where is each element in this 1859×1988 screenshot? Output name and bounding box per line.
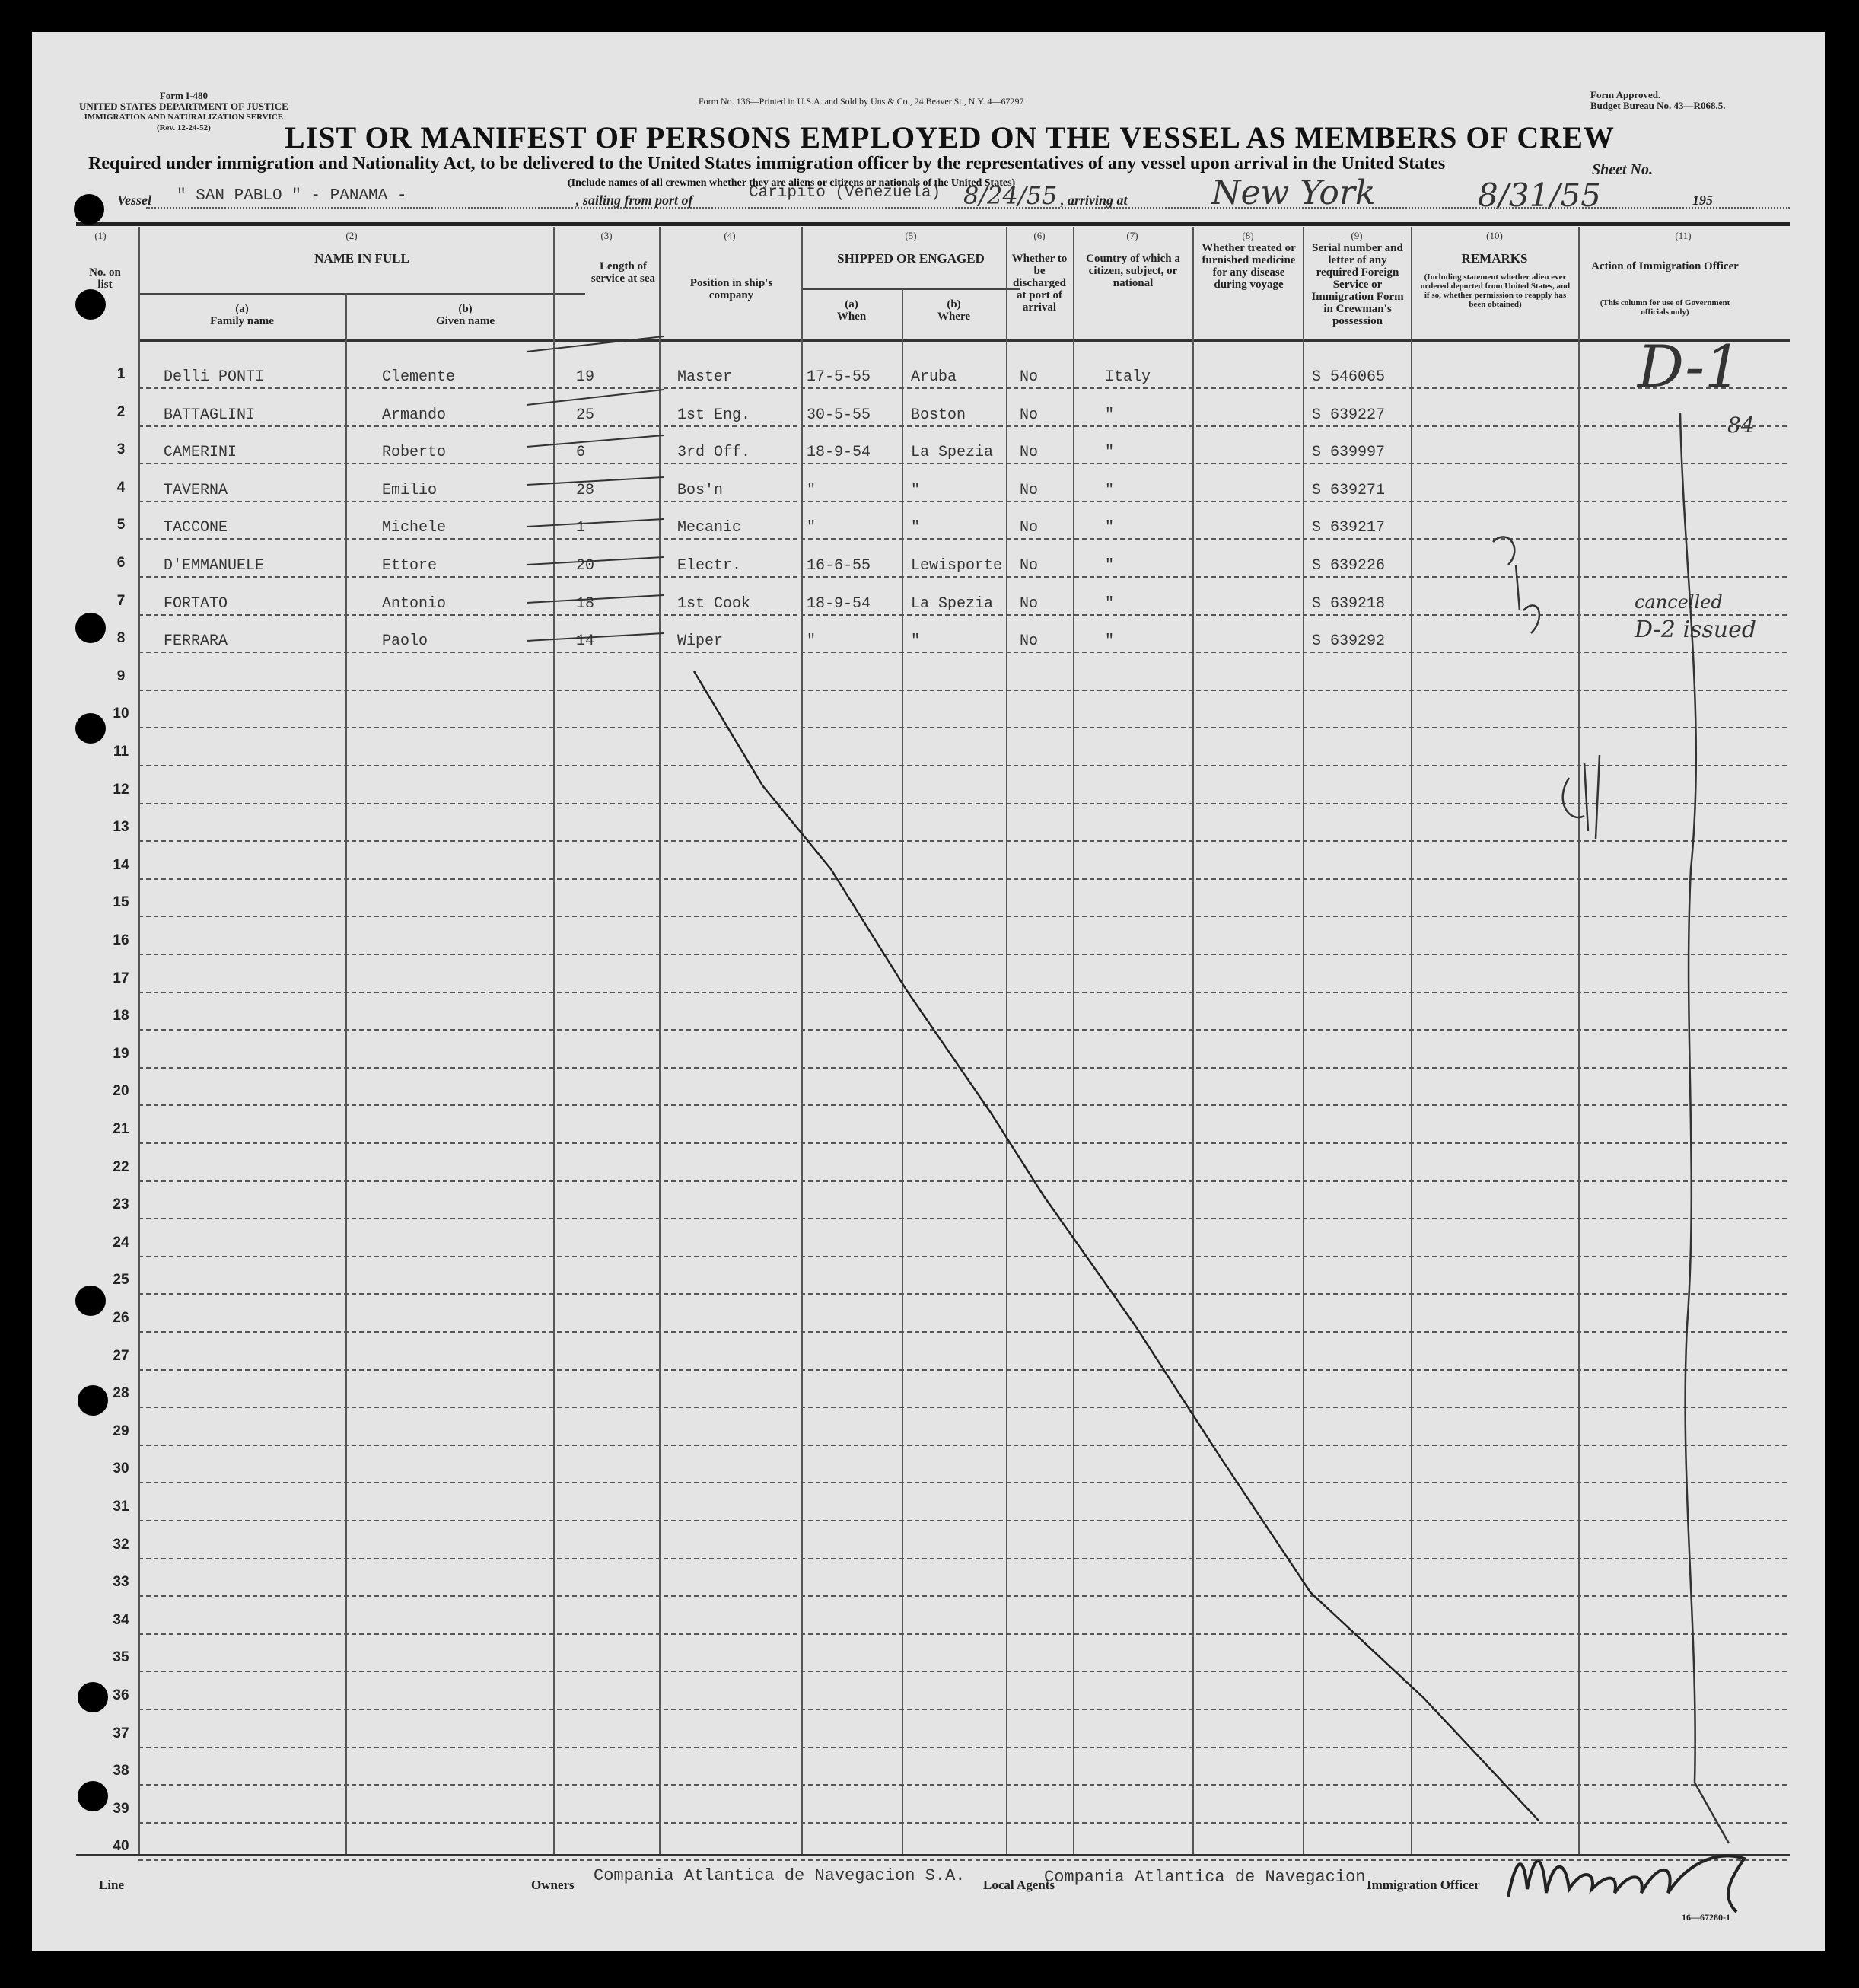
header-position: Position in ship's company: [689, 277, 773, 301]
cell-where: ": [911, 481, 921, 499]
cell-position: 1st Eng.: [677, 406, 751, 424]
header-country: Country of which a citizen, subject, or national: [1086, 253, 1180, 289]
arriving-date: 8/31/55: [1478, 177, 1601, 214]
manifest-page: [32, 32, 1825, 1951]
line-number: 37: [113, 1725, 129, 1741]
header-remarks-note: (Including statement whether alien ever ordered deported from United States, and if so, whether permission to reapply has been obtained): [1420, 272, 1571, 309]
arriving-port-value: New York: [1211, 174, 1376, 212]
printer-line: Form No. 136—Printed in U.S.A. and Sold by Uns & Co., 24 Beaver St., N.Y. 4—67297: [699, 96, 1024, 107]
sailing-label: , sailing from port of: [576, 193, 693, 208]
cell-position: Mecanic: [677, 519, 742, 537]
length-strike-marks: [527, 336, 664, 641]
page-title: LIST OR MANIFEST OF PERSONS EMPLOYED ON THE VESSEL AS MEMBERS OF CREW: [285, 120, 1615, 155]
revision-date: (Rev. 12-24-52): [156, 123, 211, 132]
sailing-date: 8/24/55: [963, 181, 1058, 210]
footer-officer-label: Immigration Officer: [1367, 1878, 1480, 1892]
column-number: (2): [345, 230, 358, 241]
line-number: 23: [113, 1196, 129, 1213]
line-number: 30: [113, 1461, 129, 1477]
remark-annotation-line2: D-2 issued: [1635, 616, 1757, 643]
line-number: 7: [116, 592, 126, 609]
header-family-text: Family name: [210, 315, 274, 327]
sheet-number-label: Sheet No.: [1592, 161, 1653, 178]
header-name-in-full: NAME IN FULL: [314, 251, 409, 266]
line-number: 35: [113, 1649, 129, 1666]
line-number: 15: [113, 894, 129, 911]
column-number: (1): [94, 230, 107, 241]
line-number: 40: [113, 1838, 129, 1855]
line-number: 36: [113, 1687, 129, 1703]
vessel-label: Vessel: [117, 193, 151, 208]
column-number: (6): [1033, 230, 1046, 241]
cell-given: Roberto: [382, 444, 447, 462]
cell-given: Emilio: [382, 481, 438, 499]
cell-country: ": [1105, 632, 1115, 651]
header-family-letter: (a): [235, 303, 249, 315]
cell-length: 1: [576, 519, 586, 537]
footer-form-code: 16—67280-1: [1682, 1912, 1730, 1923]
cell-serial: S 639997: [1312, 444, 1386, 462]
cell-serial: S 639227: [1312, 406, 1386, 424]
arriving-label: , arriving at: [1061, 193, 1128, 208]
budget-bureau: Budget Bureau No. 43—R068.5.: [1590, 100, 1726, 111]
line-number: 33: [113, 1574, 129, 1591]
cell-family: TACCONE: [164, 519, 228, 537]
cell-family: BATTAGLINI: [164, 406, 256, 424]
cell-family: TAVERNA: [164, 481, 228, 499]
header-where-text: Where: [937, 311, 971, 323]
line-number: 8: [116, 630, 126, 647]
cell-family: D'EMMANUELE: [164, 557, 265, 575]
cell-discharged: No: [1020, 632, 1039, 651]
service-name: IMMIGRATION AND NATURALIZATION SERVICE: [84, 113, 284, 122]
cell-given: Michele: [382, 519, 447, 537]
cell-country: ": [1105, 557, 1115, 575]
line-number: 38: [113, 1763, 129, 1779]
cell-position: 3rd Off.: [677, 444, 751, 462]
cell-position: Wiper: [677, 632, 724, 651]
cell-family: CAMERINI: [164, 444, 237, 462]
column-number: (8): [1242, 230, 1254, 241]
line-number: 39: [113, 1800, 129, 1817]
header-remarks: REMARKS: [1461, 251, 1528, 266]
column-number: (3): [600, 230, 613, 241]
cell-family: FORTATO: [164, 594, 228, 613]
line-number: 26: [113, 1310, 129, 1326]
action-mark: D-1: [1638, 333, 1742, 400]
footer-owners-label: Owners: [531, 1878, 575, 1892]
footer-agents-label: Local Agents: [983, 1878, 1055, 1892]
scribble-mark: [1493, 537, 1539, 633]
cell-country: ": [1105, 406, 1115, 424]
header-action: Action of Immigration Officer: [1591, 260, 1739, 272]
line-number: 16: [113, 932, 129, 948]
cell-family: FERRARA: [164, 632, 228, 651]
cell-length: 14: [576, 632, 595, 651]
column-number: (4): [724, 230, 736, 241]
department-name: UNITED STATES DEPARTMENT OF JUSTICE: [79, 100, 288, 112]
header-serial: Serial number and letter of any required Foreign Service or Immigration Form in Crewman's possession: [1311, 242, 1404, 327]
line-number: 32: [113, 1536, 129, 1553]
cell-discharged: No: [1020, 557, 1039, 575]
scribble-mark: [1563, 755, 1600, 839]
header-action-note: (This column for use of Government officials only): [1600, 298, 1730, 317]
cell-discharged: No: [1020, 406, 1039, 424]
line-number: 19: [113, 1045, 129, 1062]
cell-family: Delli PONTI: [164, 368, 265, 386]
line-number: 29: [113, 1423, 129, 1439]
line-number: 21: [113, 1121, 129, 1137]
column-number: (9): [1351, 230, 1363, 241]
line-number: 1: [116, 366, 126, 382]
cell-when: ": [807, 519, 816, 537]
cell-when: 18-9-54: [807, 444, 871, 462]
header-discharged: Whether to be discharged at port of arrival: [1011, 253, 1068, 314]
include-note: (Include names of all crewmen whether they are aliens or citizens or nationals of the United States): [568, 177, 1016, 189]
column-number: (11): [1675, 230, 1692, 241]
line-number: 4: [116, 479, 126, 495]
binder-hole: [75, 713, 106, 744]
cell-where: Lewisporte: [911, 557, 1003, 575]
cell-serial: S 639218: [1312, 594, 1386, 613]
cell-discharged: No: [1020, 368, 1039, 386]
cell-country: ": [1105, 519, 1115, 537]
cell-length: 25: [576, 406, 595, 424]
line-number: 13: [113, 819, 129, 836]
cell-given: Ettore: [382, 557, 438, 575]
cell-where: La Spezia: [911, 444, 994, 462]
line-number: 5: [116, 517, 126, 534]
cell-where: ": [911, 519, 921, 537]
officer-signature: [1493, 1828, 1767, 1920]
cell-discharged: No: [1020, 519, 1039, 537]
cell-where: Aruba: [911, 368, 957, 386]
remark-annotation-line1: cancelled: [1635, 591, 1723, 613]
line-number: 25: [113, 1272, 129, 1289]
column-number: (5): [905, 230, 917, 241]
cell-length: 20: [576, 557, 595, 575]
cell-when: 30-5-55: [807, 406, 871, 424]
cell-country: ": [1105, 594, 1115, 613]
sailing-port-value: Caripito (Venezuela): [749, 184, 941, 202]
line-number: 2: [116, 403, 126, 420]
line-number: 6: [116, 555, 126, 571]
line-number: 22: [113, 1158, 129, 1175]
line-number: 17: [113, 970, 129, 986]
cell-where: Boston: [911, 406, 966, 424]
count-annotation: 84: [1727, 413, 1755, 438]
header-shipped-or-engaged: SHIPPED OR ENGAGED: [837, 251, 985, 266]
header-no-on-list: No. on list: [89, 266, 121, 291]
page-subtitle: Required under immigration and Nationality Act, to be delivered to the United States immigration officer by the representatives of any vessel upon arrival in the United States: [88, 154, 1446, 174]
line-number: 12: [113, 781, 129, 798]
binder-hole: [78, 1385, 108, 1416]
binder-hole: [75, 1286, 106, 1316]
cell-country: Italy: [1105, 368, 1151, 386]
footer-agents-value: Compania Atlantica de Navegacion: [1044, 1868, 1366, 1887]
cell-when: 16-6-55: [807, 557, 871, 575]
year-label: 195: [1692, 193, 1713, 208]
cell-when: ": [807, 632, 816, 651]
cell-where: ": [911, 632, 921, 651]
binder-hole: [75, 289, 106, 320]
header-length-of-service: Length of service at sea: [590, 260, 656, 285]
form-number: Form I-480: [159, 90, 208, 101]
cell-length: 19: [576, 368, 595, 386]
binder-hole: [75, 613, 106, 643]
binder-hole: [78, 1682, 108, 1712]
cell-country: ": [1105, 444, 1115, 462]
footer-line-label: Line: [99, 1878, 125, 1892]
header-when-text: When: [836, 311, 867, 323]
line-number: 27: [113, 1347, 129, 1364]
cell-serial: S 546065: [1312, 368, 1386, 386]
line-number: 14: [113, 856, 129, 873]
line-number: 34: [113, 1611, 129, 1628]
line-number: 11: [113, 744, 129, 760]
column-number: (10): [1486, 230, 1503, 241]
cell-position: Master: [677, 368, 733, 386]
line-number: 18: [113, 1008, 129, 1024]
line-number: 9: [116, 667, 126, 684]
line-number: 20: [113, 1083, 129, 1100]
line-number: 28: [113, 1385, 129, 1402]
cell-discharged: No: [1020, 594, 1039, 613]
line-number: 10: [113, 706, 129, 722]
cell-discharged: No: [1020, 444, 1039, 462]
footer-owners-value: Compania Atlantica de Navegacion S.A.: [594, 1866, 966, 1885]
vessel-value: " SAN PABLO " - PANAMA -: [177, 187, 407, 205]
line-number: 3: [116, 441, 126, 458]
cell-position: Electr.: [677, 557, 742, 575]
cell-given: Antonio: [382, 594, 447, 613]
cell-serial: S 639226: [1312, 557, 1386, 575]
cell-length: 6: [576, 444, 586, 462]
cell-when: ": [807, 481, 816, 499]
cell-serial: S 639217: [1312, 519, 1386, 537]
cell-discharged: No: [1020, 481, 1039, 499]
cell-serial: S 639292: [1312, 632, 1386, 651]
cell-given: Clemente: [382, 368, 456, 386]
cell-given: Paolo: [382, 632, 428, 651]
header-given-letter: (b): [458, 303, 473, 315]
cell-when: 18-9-54: [807, 594, 871, 613]
cell-serial: S 639271: [1312, 481, 1386, 499]
cell-position: 1st Cook: [677, 594, 751, 613]
line-number: 31: [113, 1499, 129, 1515]
cell-when: 17-5-55: [807, 368, 871, 386]
binder-hole: [74, 194, 104, 225]
cell-length: 28: [576, 481, 595, 499]
line-number: 24: [113, 1234, 129, 1250]
header-when-letter: (a): [845, 298, 858, 311]
header-medicine: Whether treated or furnished medicine for any disease during voyage: [1202, 242, 1296, 291]
handwriting-overlay: [32, 32, 1825, 1951]
cell-length: 18: [576, 594, 595, 613]
cell-position: Bos'n: [677, 481, 724, 499]
cell-where: La Spezia: [911, 594, 994, 613]
header-given-text: Given name: [435, 315, 495, 327]
cell-given: Armando: [382, 406, 447, 424]
column-number: (7): [1126, 230, 1138, 241]
cell-country: ": [1105, 481, 1115, 499]
header-where-letter: (b): [947, 298, 961, 311]
strike-through-line: [694, 671, 1539, 1821]
binder-hole: [78, 1781, 108, 1811]
form-approved: Form Approved.: [1590, 89, 1661, 100]
